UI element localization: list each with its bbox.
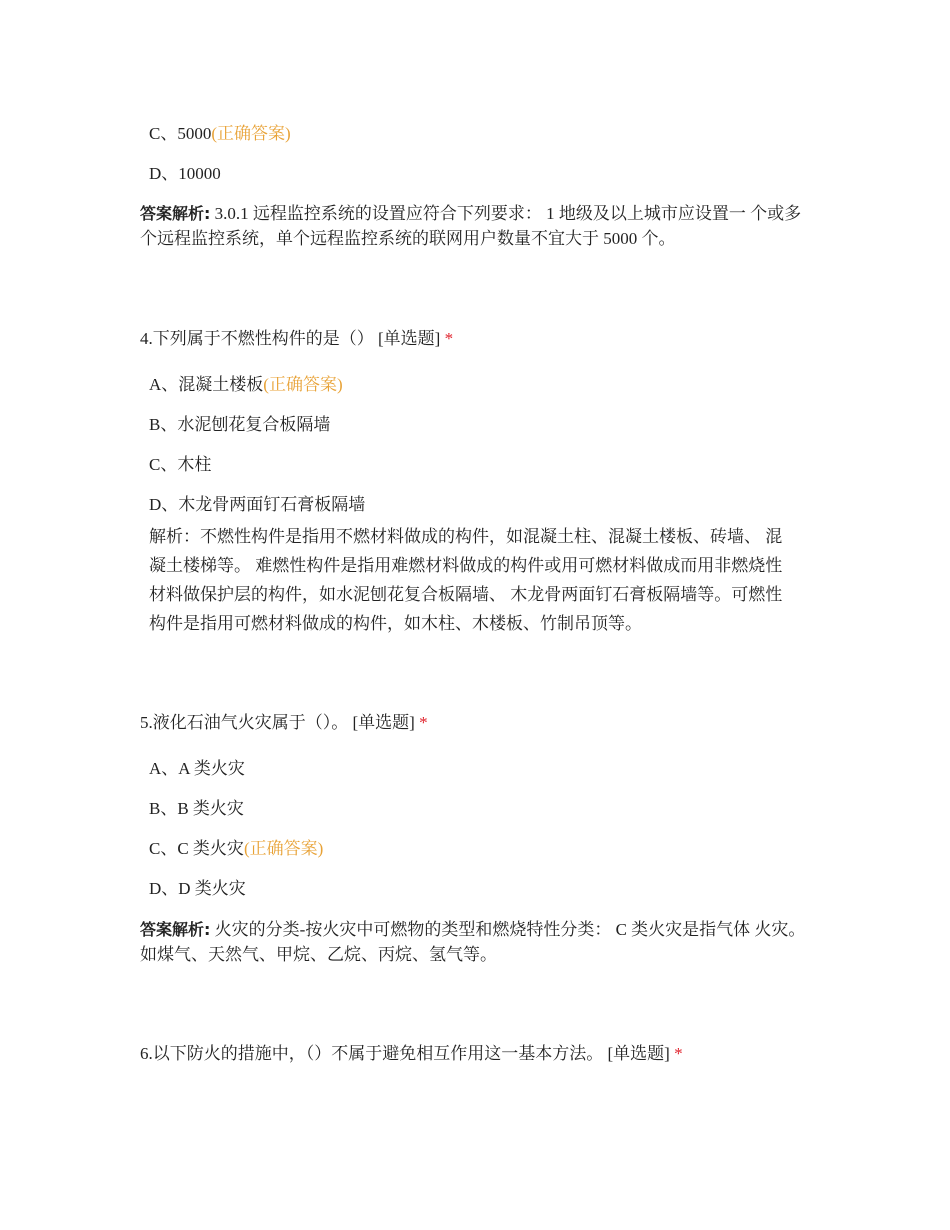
option-text: A、混凝土楼板 [149, 375, 264, 394]
q4-option-c[interactable] [149, 454, 211, 476]
q3-option-d[interactable] [149, 163, 221, 185]
option-text: D、10000 [149, 164, 221, 183]
q4-option-d[interactable] [149, 494, 365, 516]
option-text: C、C 类火灾 [149, 839, 244, 858]
q5-explanation [140, 917, 808, 967]
q5-option-c[interactable] [149, 838, 323, 860]
q3-option-c[interactable] [149, 123, 291, 145]
correct-answer-marker: (正确答案) [243, 839, 324, 858]
explanation-text: 火灾的分类-按火灾中可燃物的类型和燃烧特性分类： C 类火灾是指气体 火灾。 如煤气、天然气、甲烷、乙烷、丙烷、氢气等。 [140, 920, 806, 964]
q5-title [140, 712, 428, 734]
correct-answer-marker: (正确答案) [211, 124, 291, 143]
q4-option-a[interactable] [149, 374, 343, 396]
option-text: C、木柱 [149, 455, 212, 474]
explanation-text: 3.0.1 远程监控系统的设置应符合下列要求： 1 地级及以上城市应设置一 个或多个远程监控系统，单个远程监控系统的联网用户数量不宜大于 5000 个。 [140, 204, 802, 248]
option-text: A、A 类火灾 [149, 759, 245, 778]
option-text: C、5000 [149, 124, 212, 143]
option-text: B、B 类火灾 [149, 799, 244, 818]
option-text: B、水泥刨花复合板隔墙 [149, 415, 331, 434]
question-text: 4.下列属于不燃性构件的是（） [单选题] [140, 329, 441, 348]
explanation-label: 答案解析: [140, 920, 211, 939]
option-text: D、木龙骨两面钉石膏板隔墙 [149, 495, 366, 514]
question-text: 5.液化石油气火灾属于（）。 [单选题] [140, 713, 415, 732]
question-text: 6.以下防火的措施中，（）不属于避免相互作用这一基本方法。 [单选题] [140, 1044, 670, 1063]
q5-option-b[interactable] [149, 798, 244, 820]
q4-analysis: 解析：不燃性构件是指用不燃材料做成的构件，如混凝土柱、混凝土楼板、砖墙、 混凝土楼梯等。 难燃性构件是指用难燃材料做成的构件或用可燃材料做成而用非燃烧性材料做保护层的构件，如水泥刨花复合板隔墙、 木龙骨两面钉石膏板隔墙等。可燃性构件是指用可燃材料做成的构件，如木柱、木楼板、竹制吊顶等。 [149, 527, 783, 633]
option-text: D、D 类火灾 [149, 879, 246, 898]
q6-title [140, 1043, 683, 1065]
q4-option-b[interactable] [149, 414, 330, 436]
required-marker: * [674, 1044, 683, 1063]
required-marker: * [444, 329, 454, 348]
explanation-label: 答案解析: [140, 204, 211, 223]
q5-option-d[interactable] [149, 878, 246, 900]
correct-answer-marker: (正确答案) [263, 375, 343, 394]
q4-title [140, 328, 453, 350]
q3-explanation [140, 201, 808, 251]
required-marker: * [419, 713, 428, 732]
q5-option-a[interactable] [149, 758, 245, 780]
